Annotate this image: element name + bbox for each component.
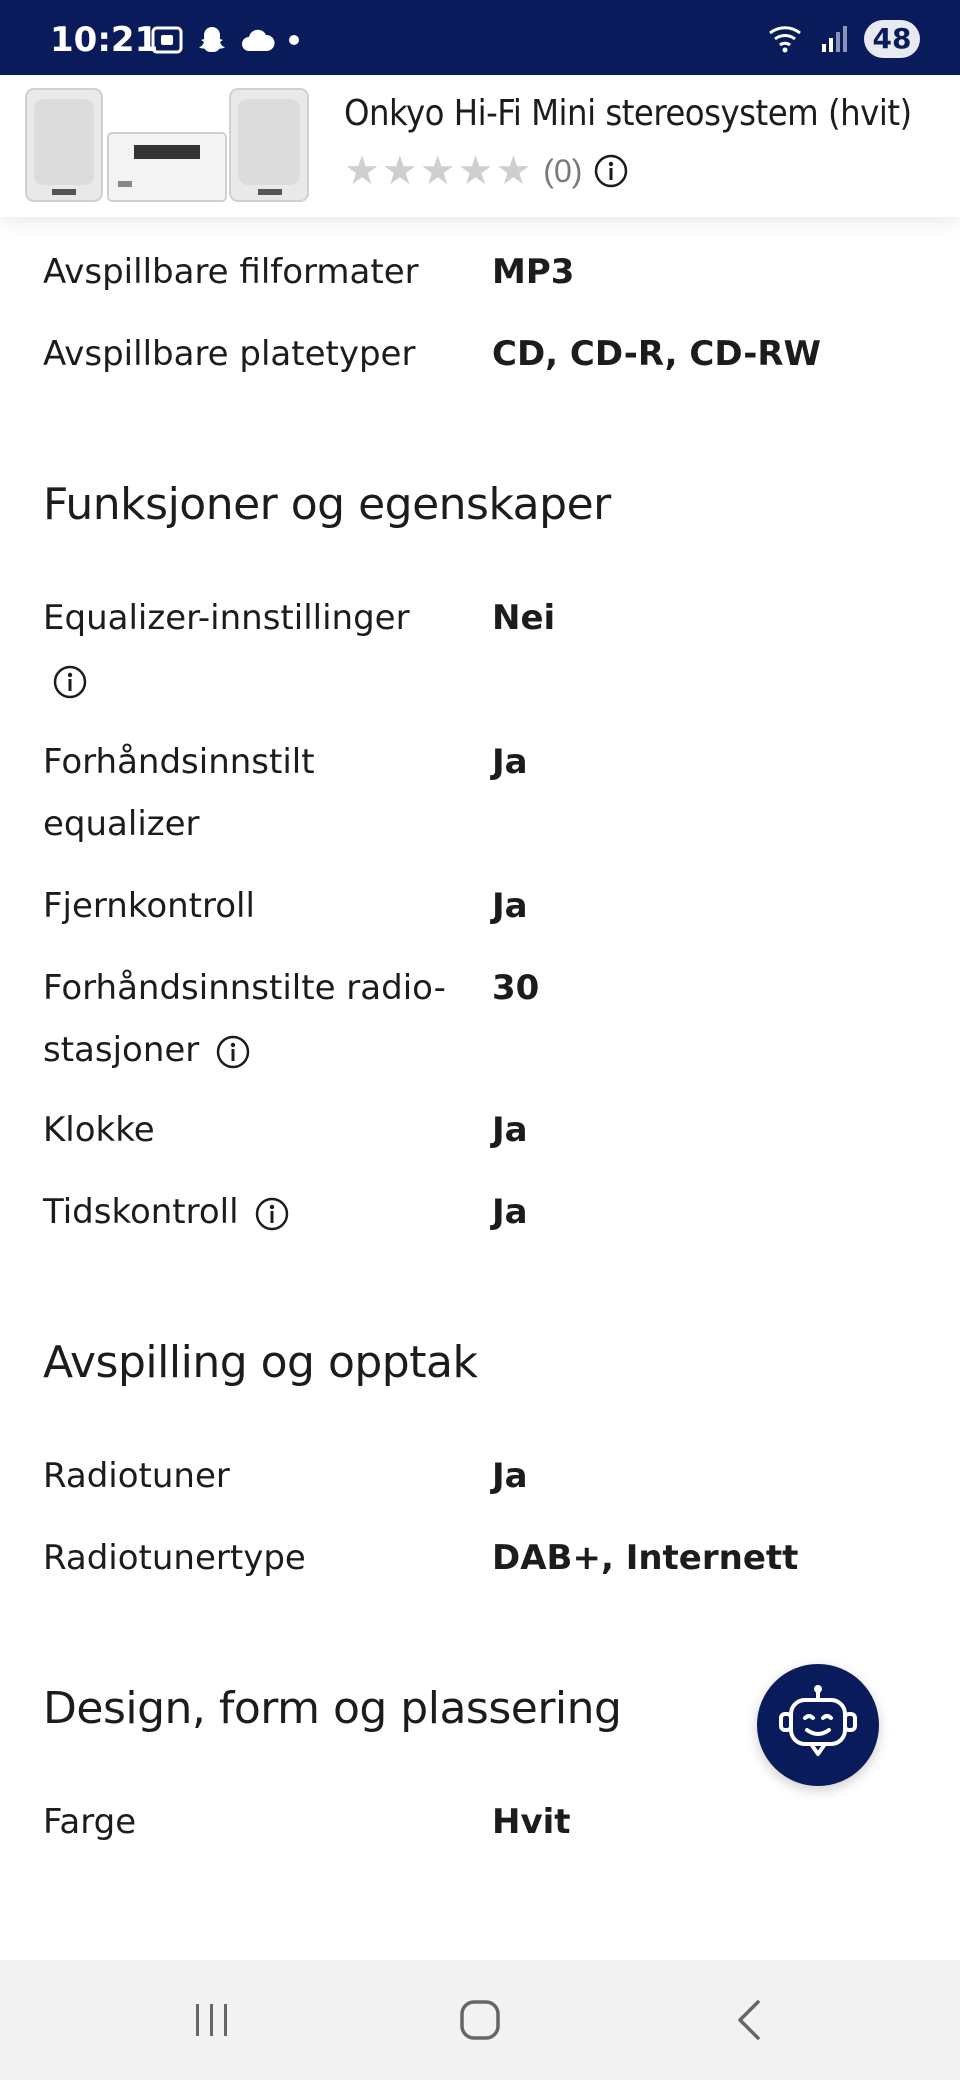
spec-label: Fjernkontroll bbox=[43, 886, 255, 926]
navigation-bar bbox=[0, 1960, 960, 2080]
wifi-icon bbox=[766, 23, 806, 55]
spec-label: Radiotunertype bbox=[43, 1538, 306, 1578]
battery-icon: 48 bbox=[864, 20, 920, 58]
status-time: 10:21 bbox=[50, 20, 159, 60]
chatbot-button[interactable] bbox=[757, 1664, 879, 1786]
section-title: Avspilling og opptak bbox=[43, 1337, 478, 1388]
recent-apps-icon bbox=[190, 2000, 234, 2040]
section-title: Funksjoner og egenskaper bbox=[43, 479, 611, 530]
spec-label bbox=[43, 1181, 463, 1243]
spec-label: Farge bbox=[43, 1802, 137, 1842]
spec-label bbox=[43, 587, 463, 711]
section-title: Design, form og plassering bbox=[43, 1683, 622, 1734]
info-icon[interactable] bbox=[594, 154, 628, 188]
spec-label: Forhåndsinnstilt equalizer bbox=[43, 742, 315, 844]
spec-value: DAB+, Internett bbox=[492, 1538, 799, 1578]
star-icon: ★ bbox=[419, 149, 456, 193]
spec-label-text: Equalizer-innstillinger bbox=[43, 598, 410, 638]
star-icon: ★ bbox=[495, 149, 532, 193]
spec-value: MP3 bbox=[492, 252, 575, 292]
back-icon bbox=[730, 1998, 770, 2042]
rating-count: (0) bbox=[543, 152, 583, 189]
spec-value: Ja bbox=[492, 1110, 528, 1150]
dot-icon bbox=[288, 34, 300, 46]
product-image[interactable] bbox=[22, 83, 312, 205]
spec-label: Avspillbare platetyper bbox=[43, 334, 416, 374]
info-icon[interactable] bbox=[255, 1197, 289, 1231]
home-button[interactable] bbox=[450, 1990, 510, 2050]
spec-value: Ja bbox=[492, 1192, 528, 1232]
signal-icon bbox=[820, 24, 850, 54]
spec-label: Avspillbare filformater bbox=[43, 252, 419, 292]
spec-value: Nei bbox=[492, 598, 556, 638]
status-icons-left bbox=[150, 24, 300, 56]
spec-label-text: Tidskontroll bbox=[43, 1192, 239, 1232]
spec-label-text: Forhåndsinnstilte radio-stasjoner bbox=[43, 968, 446, 1070]
spec-value: Ja bbox=[492, 742, 528, 782]
star-icon: ★ bbox=[457, 149, 494, 193]
spec-label: Klokke bbox=[43, 1110, 155, 1150]
spec-value: Hvit bbox=[492, 1802, 571, 1842]
spec-label: Radiotuner bbox=[43, 1456, 230, 1496]
star-icon: ★ bbox=[381, 149, 418, 193]
spec-label bbox=[43, 957, 463, 1081]
back-button[interactable] bbox=[720, 1990, 780, 2050]
robot-icon bbox=[773, 1680, 863, 1770]
home-icon bbox=[458, 1998, 502, 2042]
rating-row[interactable] bbox=[344, 151, 628, 191]
cloud-icon bbox=[240, 27, 276, 53]
info-icon[interactable] bbox=[53, 665, 87, 699]
snapchat-icon bbox=[196, 24, 228, 56]
status-icons-right bbox=[766, 20, 920, 58]
status-bar bbox=[0, 0, 960, 75]
recent-apps-button[interactable] bbox=[182, 1990, 242, 2050]
product-header[interactable] bbox=[0, 75, 960, 217]
spec-value: CD, CD-R, CD-RW bbox=[492, 334, 822, 374]
spec-value: Ja bbox=[492, 886, 528, 926]
star-icon: ★ bbox=[344, 149, 380, 193]
spec-value: Ja bbox=[492, 1456, 528, 1496]
product-title: Onkyo Hi-Fi Mini stereosystem (hvit) bbox=[344, 93, 912, 134]
spec-value: 30 bbox=[492, 968, 540, 1008]
screenshot-icon bbox=[150, 25, 184, 55]
info-icon[interactable] bbox=[216, 1035, 250, 1069]
